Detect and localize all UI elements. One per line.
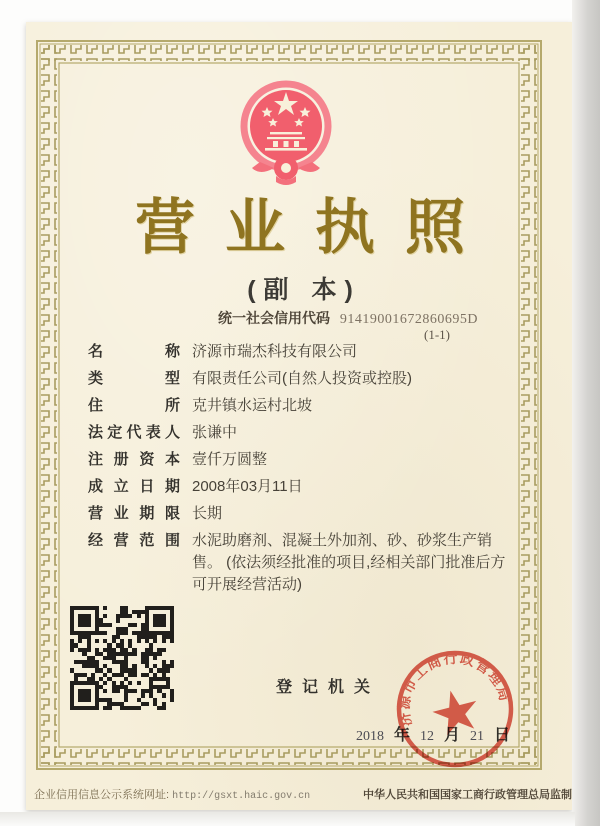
field-row-founded [88, 478, 518, 498]
seal-star [429, 685, 483, 737]
footer-left-label: 企业信用信息公示系统网址: [34, 789, 170, 801]
field-row-address [88, 397, 518, 417]
field-row-legal-rep [88, 424, 518, 444]
field-value: 水泥助磨剂、混凝土外加剂、砂、砂浆生产销售。 (依法须经批准的项目,经相关部门批准后方可开展经营活动) [192, 532, 506, 593]
field-value: 2008年03月11日 [192, 478, 303, 495]
seal-text: 济源市工商行政管理局 [395, 649, 514, 728]
field-label: 注 册 资 本 [88, 451, 180, 468]
license-title: 营业执照 [135, 195, 495, 261]
date-day-unit: 日 [494, 727, 511, 744]
field-value: 有限责任公司(自然人投资或控股) [192, 370, 412, 387]
credit-code-line [218, 308, 478, 328]
license-subtitle: (副 本) [247, 276, 361, 304]
field-label: 类 型 [88, 370, 180, 387]
field-label: 法 定 代 表 人 [88, 424, 180, 441]
date-year: 2018 [356, 729, 384, 744]
field-row-name [88, 343, 518, 363]
registrar-label: 登记机关 [276, 679, 381, 696]
official-seal [392, 646, 518, 772]
field-value: 长期 [192, 505, 223, 522]
date-day: 21 [470, 729, 485, 744]
date-month: 12 [420, 729, 435, 744]
national-emblem [240, 76, 332, 188]
footer [34, 786, 572, 802]
footer-right: 中华人民共和国国家工商行政管理总局监制 [363, 789, 572, 801]
field-row-scope [88, 532, 518, 596]
credit-code-value: 91419001672860695D [339, 312, 479, 327]
credit-code-label: 统一社会信用代码 [218, 310, 330, 326]
footer-left [34, 786, 310, 802]
field-value: 张谦中 [192, 424, 238, 441]
date-month-unit: 月 [444, 727, 461, 744]
field-value: 济源市瑞杰科技有限公司 [192, 343, 358, 360]
field-row-term [88, 505, 518, 525]
field-row-capital [88, 451, 518, 471]
field-value: 克井镇水运村北坡 [192, 397, 313, 414]
field-row-type [88, 370, 518, 390]
qr-code [70, 606, 174, 710]
field-label: 成 立 日 期 [88, 478, 180, 495]
field-label: 营 业 期 限 [88, 505, 180, 522]
field-label: 名 称 [88, 343, 180, 360]
field-value: 壹仟万圆整 [192, 451, 268, 468]
scan-edge-shadow-right [572, 0, 600, 826]
fields-section [88, 343, 518, 603]
field-label: 经 营 范 围 [88, 532, 180, 549]
date-year-unit: 年 [394, 727, 411, 744]
footer-url: http://gsxt.haic.gov.cn [172, 791, 311, 802]
scan-edge-shadow-bottom [0, 812, 575, 826]
field-label: 住 所 [88, 397, 180, 414]
page-number: (1-1) [424, 327, 450, 342]
